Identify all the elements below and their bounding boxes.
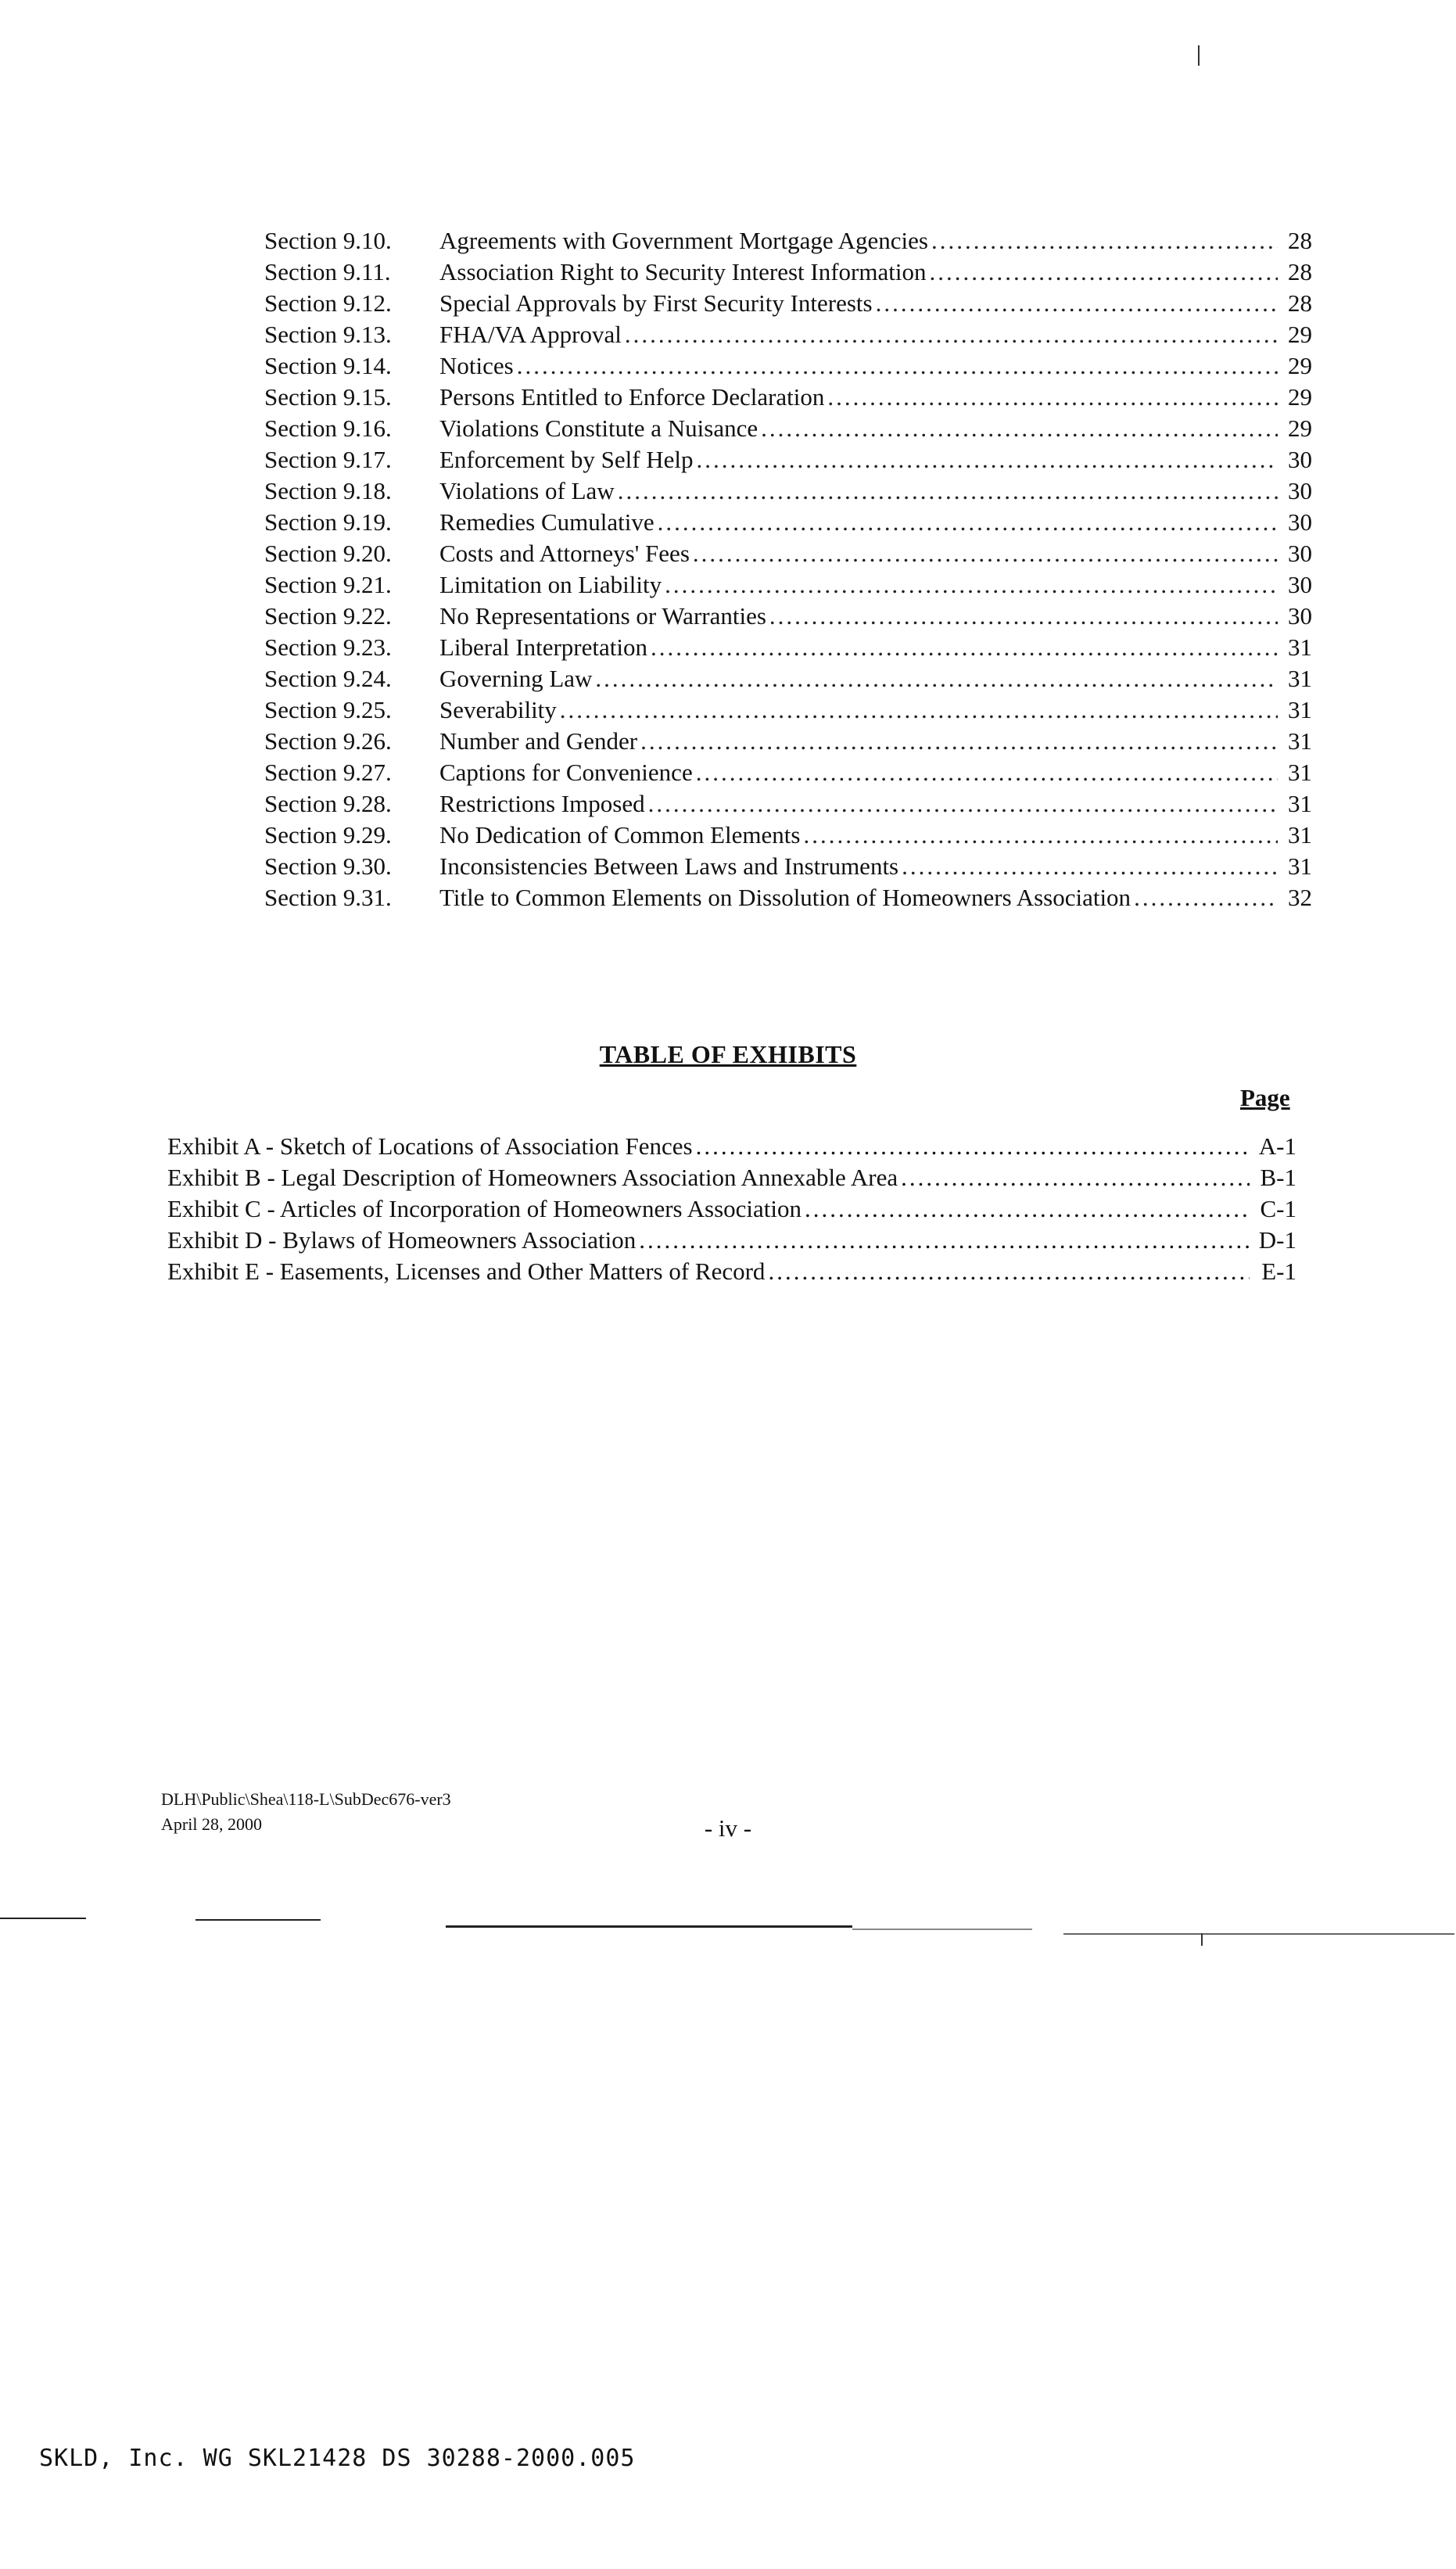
exhibit-title: Exhibit B - Legal Description of Homeowners Association Annexable Area	[167, 1164, 898, 1191]
toc-page-number: 31	[1288, 821, 1312, 849]
toc-row	[264, 444, 1312, 475]
dot-leader	[595, 663, 1278, 694]
toc-row	[264, 726, 1312, 757]
toc-section-number: Section 9.27.	[264, 759, 392, 786]
toc-section-number: Section 9.14.	[264, 352, 392, 379]
toc-row	[264, 569, 1312, 601]
toc-row	[264, 350, 1312, 382]
toc-section-number: Section 9.24.	[264, 665, 392, 692]
toc-section-number: Section 9.18.	[264, 477, 392, 504]
dot-leader	[768, 1256, 1250, 1287]
toc-row	[264, 538, 1312, 569]
toc-page-number: 28	[1288, 227, 1312, 254]
exhibit-row	[167, 1162, 1296, 1193]
toc-row	[264, 788, 1312, 820]
dot-leader	[517, 350, 1278, 382]
toc-section-number: Section 9.13.	[264, 321, 392, 348]
toc-row	[264, 288, 1312, 319]
toc-row	[264, 382, 1312, 413]
dot-leader	[665, 569, 1278, 601]
toc-section-number: Section 9.10.	[264, 227, 392, 254]
dot-leader	[827, 382, 1278, 413]
toc-section-number: Section 9.20.	[264, 540, 392, 567]
page-edge-line	[1063, 1933, 1454, 1935]
toc-row	[264, 319, 1312, 350]
page-column-label: Page	[1240, 1084, 1290, 1111]
dot-leader	[901, 1162, 1250, 1193]
toc-section-number: Section 9.22.	[264, 602, 392, 630]
exhibit-page: E-1	[1261, 1258, 1296, 1285]
document-path: DLH\Public\Shea\118-L\SubDec676-ver3	[161, 1789, 451, 1809]
toc-section-title: Severability	[439, 696, 557, 723]
page-edge-line	[446, 1925, 852, 1928]
toc-section-number: Section 9.21.	[264, 571, 392, 598]
toc-page-number: 30	[1288, 446, 1312, 473]
toc-section-title: Remedies Cumulative	[439, 508, 654, 536]
toc-section-number: Section 9.30.	[264, 852, 392, 880]
toc-section-number: Section 9.15.	[264, 383, 392, 411]
exhibit-page: C-1	[1260, 1195, 1296, 1222]
dot-leader	[696, 757, 1278, 788]
dot-leader	[697, 444, 1278, 475]
toc-page-number: 30	[1288, 602, 1312, 630]
document-stamp: SKLD, Inc. WG SKL21428 DS 30288-2000.005	[39, 2445, 636, 2472]
toc-section-title: Agreements with Government Mortgage Agencies	[439, 227, 928, 254]
toc-row	[264, 882, 1312, 913]
exhibit-row	[167, 1131, 1296, 1162]
toc-section-title: Captions for Convenience	[439, 759, 693, 786]
exhibit-page: B-1	[1260, 1164, 1296, 1191]
dot-leader	[931, 225, 1278, 257]
toc-section-number: Section 9.31.	[264, 884, 392, 911]
dot-leader	[769, 601, 1278, 632]
toc-section-number: Section 9.16.	[264, 414, 392, 442]
exhibit-row	[167, 1225, 1296, 1256]
dot-leader	[625, 319, 1278, 350]
table-of-contents	[264, 225, 1312, 913]
exhibits-list	[167, 1131, 1296, 1287]
dot-leader	[876, 288, 1278, 319]
toc-row	[264, 601, 1312, 632]
toc-section-number: Section 9.25.	[264, 696, 392, 723]
exhibit-row	[167, 1256, 1296, 1287]
toc-section-title: Number and Gender	[439, 727, 638, 755]
toc-row	[264, 757, 1312, 788]
dot-leader	[560, 694, 1278, 726]
toc-page-number: 31	[1288, 665, 1312, 692]
toc-section-title: FHA/VA Approval	[439, 321, 622, 348]
dot-leader	[618, 475, 1278, 507]
toc-page-number: 30	[1288, 540, 1312, 567]
exhibit-row	[167, 1193, 1296, 1225]
exhibit-page: A-1	[1258, 1132, 1296, 1160]
toc-page-number: 29	[1288, 321, 1312, 348]
toc-row	[264, 632, 1312, 663]
toc-page-number: 31	[1288, 696, 1312, 723]
toc-page-number: 32	[1288, 884, 1312, 911]
toc-row	[264, 663, 1312, 694]
toc-section-number: Section 9.11.	[264, 258, 391, 285]
toc-section-number: Section 9.12.	[264, 289, 392, 317]
toc-page-number: 31	[1288, 852, 1312, 880]
exhibit-title: Exhibit C - Articles of Incorporation of Homeowners Association	[167, 1195, 802, 1222]
toc-section-number: Section 9.23.	[264, 633, 392, 661]
toc-section-number: Section 9.26.	[264, 727, 392, 755]
toc-page-number: 31	[1288, 727, 1312, 755]
scan-tick-mark	[1198, 45, 1200, 66]
toc-row	[264, 507, 1312, 538]
toc-section-title: Restrictions Imposed	[439, 790, 645, 817]
toc-page-number: 29	[1288, 414, 1312, 442]
toc-section-title: No Representations or Warranties	[439, 602, 766, 630]
toc-row	[264, 257, 1312, 288]
toc-page-number: 31	[1288, 633, 1312, 661]
toc-row	[264, 413, 1312, 444]
dot-leader	[639, 1225, 1250, 1256]
toc-page-number: 29	[1288, 352, 1312, 379]
toc-row	[264, 475, 1312, 507]
document-date: April 28, 2000	[161, 1814, 262, 1834]
dot-leader	[696, 1131, 1250, 1162]
dot-leader	[693, 538, 1278, 569]
toc-section-title: Limitation on Liability	[439, 571, 662, 598]
toc-section-number: Section 9.17.	[264, 446, 392, 473]
page-edge-line	[0, 1918, 86, 1919]
page-number: - iv -	[704, 1814, 752, 1842]
exhibit-title: Exhibit E - Easements, Licenses and Other Matters of Record	[167, 1258, 766, 1285]
exhibit-title: Exhibit D - Bylaws of Homeowners Association	[167, 1226, 637, 1254]
toc-page-number: 30	[1288, 571, 1312, 598]
toc-row	[264, 694, 1312, 726]
dot-leader	[658, 507, 1278, 538]
toc-section-title: Violations of Law	[439, 477, 615, 504]
toc-row	[264, 851, 1312, 882]
toc-section-title: Title to Common Elements on Dissolution of Homeowners Association	[439, 884, 1131, 911]
dot-leader	[929, 257, 1278, 288]
toc-row	[264, 225, 1312, 257]
toc-page-number: 31	[1288, 759, 1312, 786]
dot-leader	[640, 726, 1278, 757]
toc-section-title: Special Approvals by First Security Interests	[439, 289, 873, 317]
toc-section-title: Enforcement by Self Help	[439, 446, 694, 473]
toc-page-number: 28	[1288, 258, 1312, 285]
scan-tick-mark	[1201, 1933, 1203, 1946]
toc-section-title: Association Right to Security Interest Information	[439, 258, 927, 285]
toc-page-number: 28	[1288, 289, 1312, 317]
dot-leader	[805, 1193, 1250, 1225]
exhibits-heading: TABLE OF EXHIBITS	[599, 1040, 857, 1068]
toc-section-number: Section 9.29.	[264, 821, 392, 849]
dot-leader	[803, 820, 1278, 851]
dot-leader	[761, 413, 1278, 444]
exhibit-title: Exhibit A - Sketch of Locations of Association Fences	[167, 1132, 693, 1160]
toc-page-number: 30	[1288, 477, 1312, 504]
page-edge-line	[195, 1919, 321, 1921]
toc-page-number: 31	[1288, 790, 1312, 817]
toc-section-title: Liberal Interpretation	[439, 633, 647, 661]
toc-section-title: No Dedication of Common Elements	[439, 821, 801, 849]
toc-section-title: Persons Entitled to Enforce Declaration	[439, 383, 825, 411]
toc-section-title: Governing Law	[439, 665, 593, 692]
toc-section-title: Costs and Attorneys' Fees	[439, 540, 690, 567]
dot-leader	[651, 632, 1278, 663]
toc-row	[264, 820, 1312, 851]
toc-section-title: Violations Constitute a Nuisance	[439, 414, 758, 442]
toc-section-number: Section 9.28.	[264, 790, 392, 817]
dot-leader	[902, 851, 1278, 882]
dot-leader	[648, 788, 1278, 820]
page-edge-line	[852, 1929, 1032, 1930]
toc-section-number: Section 9.19.	[264, 508, 392, 536]
dot-leader	[1134, 882, 1278, 913]
toc-section-title: Inconsistencies Between Laws and Instruments	[439, 852, 899, 880]
toc-page-number: 29	[1288, 383, 1312, 411]
toc-page-number: 30	[1288, 508, 1312, 536]
toc-section-title: Notices	[439, 352, 514, 379]
exhibit-page: D-1	[1258, 1226, 1296, 1254]
